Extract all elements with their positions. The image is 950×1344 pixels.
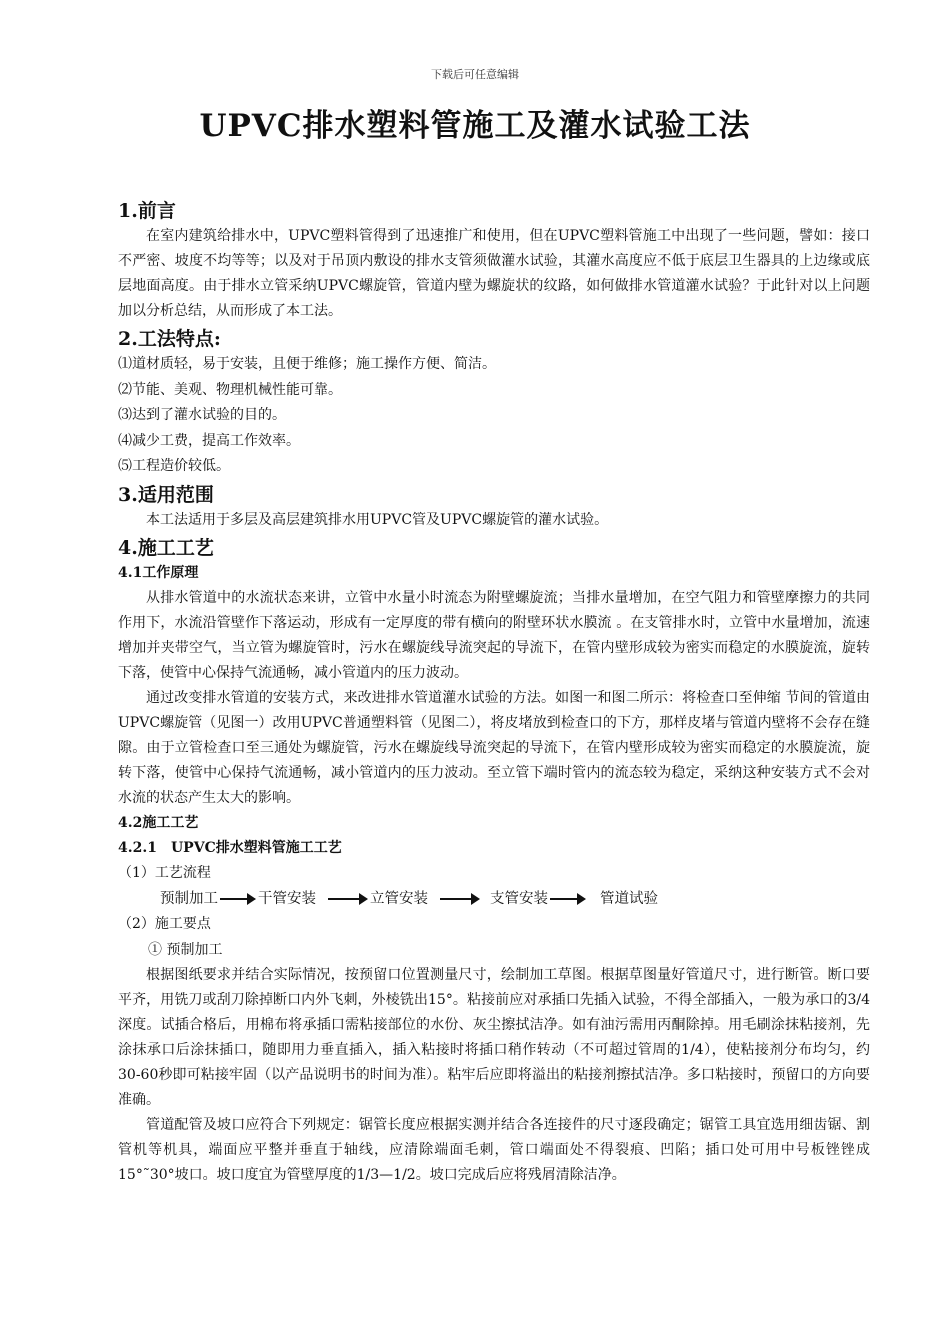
flow-step: 管道试验	[600, 891, 658, 907]
arrow-right-icon	[440, 898, 474, 900]
pipe-fitting-paragraph: 管道配管及坡口应符合下列规定：锯管长度应根据实测并结合各连接件的尺寸逐段确定；锯管工具宜选用细齿锯、割管机等机具，端面应平整并垂直于轴线，应清除端面毛刺，管口端面处不得裂痕、凹陷；插口处可用中号板锉锉成15°˜30°坡口。坡口度宜为管壁厚度的1/3—1/2。坡口完成后应将残屑清除洁净。	[118, 1116, 870, 1183]
process-flow	[118, 886, 870, 912]
header-note: 下载后可任意编辑	[431, 68, 519, 81]
flow-step: 预制加工	[160, 891, 218, 907]
principle-paragraph-2: 通过改变排水管道的安装方式，来改进排水管道灌水试验的方法。如图一和图二所示：将检查口至伸缩 节间的管道由UPVC螺旋管（见图一）改用UPVC普通塑料管（见图二），将皮堵放到检查口的下方，那样皮堵与管道内壁将不会存在缝隙。由于立管检查口至三通处为螺旋管，污水在螺旋线导流突起的导流下，在管内壁形成较为密实而稳定的水膜旋流，旋转下落，使管中心保持气流通畅，减小管道内的压力波动。至立管下端时管内的流态较为稳定，采纳这种安装方式不会对水流的状态产生太大的影响。	[118, 689, 870, 806]
feature-item: ⑸工程造价较低。	[118, 458, 230, 474]
flow-label: （1）工艺流程	[118, 864, 211, 881]
arrow-right-icon	[550, 898, 580, 900]
feature-item: ⑶达到了灌水试验的目的。	[118, 407, 286, 423]
scope-paragraph: 本工法适用于多层及高层建筑排水用UPVC管及UPVC螺旋管的灌水试验。	[146, 511, 609, 528]
subsection-heading-construction: 4.2施工工艺	[118, 814, 199, 831]
principle-paragraph-1: 从排水管道中的水流状态来讲，立管中水量小时流态为附壁螺旋流；当排水量增加，在空气阻力和管壁摩擦力的共同作用下，水流沿管壁作下落运动，形成有一定厚度的带有横向的附壁环状水膜流 。在支管排水时，立管中水量增加，流速增加并夹带空气，当立管为螺旋管时，污水在螺旋线导流突起的导流下，在管内壁形成较为密实而稳定的水膜旋流，旋转下落，使管中心保持气流通畅，减小管道内的压力波动。	[118, 589, 870, 681]
page-title: UPVC排水塑料管施工及灌水试验工法	[199, 108, 751, 144]
flow-step: 立管安装	[370, 891, 428, 907]
section-heading-process: 4.施工工艺	[118, 536, 214, 559]
feature-item: ⑵节能、美观、物理机械性能可靠。	[118, 381, 342, 398]
arrow-right-icon	[220, 898, 250, 900]
point-prefabrication-label: ① 预制加工	[148, 941, 223, 958]
arrow-right-icon	[328, 898, 362, 900]
section-heading-preface: 1.前言	[118, 200, 176, 222]
prefabrication-paragraph: 根据图纸要求并结合实际情况，按预留口位置测量尺寸，绘制加工草图。根据草图量好管道尺寸，进行断管。断口要平齐，用铣刀或刮刀除掉断口内外飞刺，外棱铣出15°。粘接前应对承插口先插入试验，不得全部插入，一般为承口的3/4深度。试插合格后，用棉布将承插口需粘接部位的水份、灰尘擦拭洁净。如有油污需用丙酮除掉。用毛刷涂抹粘接剂，先涂抹承口后涂抹插口，随即用力垂直插入，插入粘接时将插口稍作转动（不可超过管周的1/4），使粘接剂分布均匀，约30-60秒即可粘接牢固（以产品说明书的时间为准）。粘牢后应即将溢出的粘接剂擦拭洁净。多口粘接时，预留口的方向要准确。	[118, 966, 870, 1108]
section-heading-features: 2.工法特点:	[118, 328, 221, 350]
subsection-heading-upvc-process: 4.2.1 UPVC排水塑料管施工工艺	[118, 839, 342, 856]
points-label: （2）施工要点	[118, 916, 211, 932]
subsection-heading-principle: 4.1工作原理	[118, 564, 199, 581]
document-body	[118, 196, 870, 1188]
feature-item: ⑷减少工费，提高工作效率。	[118, 432, 300, 449]
section-heading-scope: 3.适用范围	[118, 483, 214, 506]
preface-paragraph: 在室内建筑给排水中，UPVC塑料管得到了迅速推广和使用，但在UPVC塑料管施工中出现了一些问题，譬如：接口不严密、坡度不均等等；以及对于吊顶内敷设的排水支管须做灌水试验，其灌水高度应不低于底层卫生器具的上边缘或底层地面高度。由于排水立管采纳UPVC螺旋管，管道内壁为螺旋状的纹路，如何做排水管道灌水试验？于此针对以上问题加以分析总结，从而形成了本工法。	[118, 228, 870, 319]
feature-item: ⑴道材质轻，易于安装，且便于维修；施工操作方便、简洁。	[118, 356, 496, 372]
flow-step: 支管安装	[490, 891, 548, 907]
flow-step: 干管安装	[258, 891, 316, 907]
